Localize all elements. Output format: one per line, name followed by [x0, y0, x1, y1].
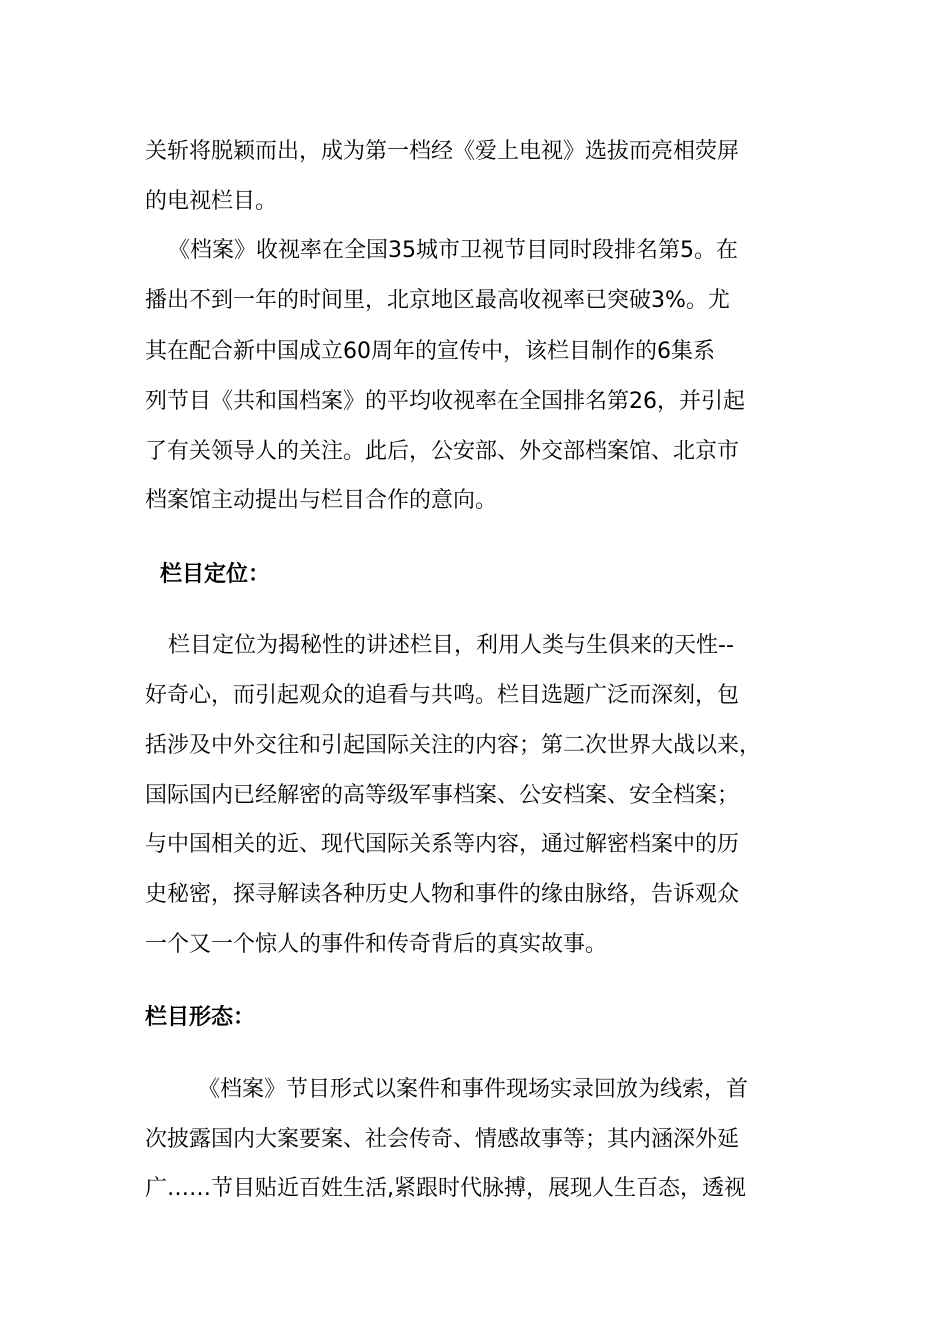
text-line: 了有关领导人的关注。此后，公安部、外交部档案馆、北京市: [145, 439, 740, 464]
text-line: 《档案》收视率在全国35城市卫视节目同时段排名第5。在: [168, 238, 738, 263]
text-line: 一个又一个惊人的事件和传奇背后的真实故事。: [145, 932, 608, 957]
section-heading-format: 栏目形态：: [145, 1005, 256, 1030]
text-line: 广……节目贴近百姓生活,紧跟时代脉搏，展现人生百态，透视: [145, 1176, 746, 1201]
text-line: 播出不到一年的时间里，北京地区最高收视率已突破3%。尤: [145, 288, 730, 313]
text-line: 栏目定位为揭秘性的讲述栏目，利用人类与生俱来的天性--: [168, 633, 734, 658]
text-line: 档案馆主动提出与栏目合作的意向。: [145, 488, 498, 513]
text-line: 与中国相关的近、现代国际关系等内容，通过解密档案中的历: [145, 832, 740, 857]
text-line: 好奇心，而引起观众的追看与共鸣。栏目选题广泛而深刻，包: [145, 683, 740, 708]
text-line: 国际国内已经解密的高等级军事档案、公安档案、安全档案；: [145, 783, 740, 808]
text-line: 《档案》节目形式以案件和事件现场实录回放为线索，首: [198, 1077, 749, 1102]
text-line: 的电视栏目。: [145, 189, 278, 214]
text-line: 史秘密，探寻解读各种历史人物和事件的缘由脉络，告诉观众: [145, 882, 740, 907]
text-line: 列节目《共和国档案》的平均收视率在全国排名第26，并引起: [145, 389, 745, 414]
text-line: 关斩将脱颖而出，成为第一档经《爱上电视》选拔而亮相荧屏: [145, 139, 740, 164]
section-heading-positioning: 栏目定位：: [160, 562, 271, 587]
text-line: 次披露国内大案要案、社会传奇、情感故事等；其内涵深外延: [145, 1127, 740, 1152]
text-line: 其在配合新中国成立60周年的宣传中，该栏目制作的6集系: [145, 339, 715, 364]
text-line: 括涉及中外交往和引起国际关注的内容；第二次世界大战以来，: [145, 733, 762, 758]
